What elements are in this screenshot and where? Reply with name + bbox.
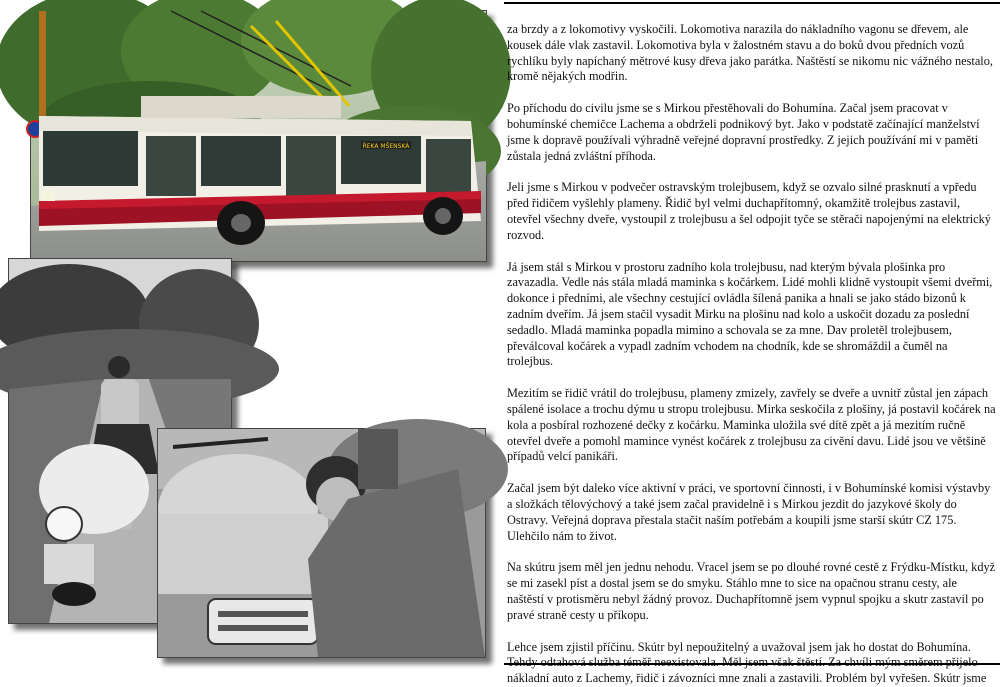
paragraph: Jeli jsme s Mirkou v podvečer ostravským trolejbusem, když se ozvalo silné prasknutí a vpředu před řidičem vyšlehly plameny. Řidič byl velmi duchapřítomný, okamžitě trolejbus zastavil, otevřel všechny dveře, vystoupil z trolejbusu a šel odpojit tyče se stěrači napojenými na elektrický rozvod. <box>507 180 991 242</box>
bottom-divider <box>504 663 1000 665</box>
man-scooter-photo <box>157 428 486 658</box>
photo-column <box>0 0 495 670</box>
trolleybus-destination-sign: ŘEKA MŠENSKÁ <box>362 143 410 150</box>
paragraph: Mezitím se řidič vrátil do trolejbusu, plameny zmizely, zavřely se dveře a uvnitř zůstal jen zápach spálené isolace a trochu dýmu u stropu trolejbusu. Mirka seskočila z plošiny, já postavil kočárek na kola a posbíral rozhozené dečky z kočárku. Maminka uložila své dítě zpět a já mezitím ručně otevřel dveře a pomohl mamince vynést kočárek z trolejbusu za civění davu. Lidé jsou ve většině případů velcí panikáři. <box>507 386 996 464</box>
top-divider <box>504 2 1000 4</box>
paragraph: Já jsem stál s Mirkou v prostoru zadního kola trolejbusu, nad kterým bývala plošinka pro zavazadla. Vedle nás stála mladá maminka s kočárkem. Lidé mohli klidně vystoupit všemi dveřmi, dokonce i předními, ale všechny cestující ovládla šílená panika a hnali se jako stádo bizonů k zadním dveřím. Já jsem stačil vysadit Mirku na plošinu nad kolo a uskočit dozadu za poslední sedadlo. Mladá maminka popadla mimino a schovala se za mne. Dav proletěl trolejbusem, převálcoval kočárek a vypadl zadním vchodem na chodník, kde se shromáždil a čuměl na trolejbus. <box>507 259 993 369</box>
article-text <box>507 22 996 686</box>
paragraph: Začal jsem být daleko více aktivní v práci, ve sportovní činnosti, i v Bohumínské komisi výstavby a složkách tělovýchový a také jsem začal pravidelně i s Mirkou jezdit do jazykové školy do Ostravy. Veřejná doprava přestala stačit naším potřebám a koupili jsme starší skútr CZ 175. Ulehčilo nám to život. <box>507 481 991 543</box>
paragraph: Po příchodu do civilu jsme se s Mirkou přestěhovali do Bohumína. Začal jsem pracovat v bohumínské chemičce Lachema a obdrželi podnikový byt. Jako v podstatě začínající manželství jsme k dopravě používali výhradně veřejné dopravní prostředky. Z jejich používání mi v paměti zůstala jedná zvláštní příhoda. <box>507 101 980 163</box>
trolleybus-photo <box>30 10 487 262</box>
paragraph: Lehce jsem zjistil příčinu. Skútr byl nepoužitelný a uvažoval jsem jak ho dostat do Bohumína. Tehdy odtahová služba téměř neexistovala. Měl jsem však štěstí. Za chvíli mým směrem přijelo nákladní auto z Lachemy, řidič i závozníci mne znali a zastavili. Problém byl vyřešen. Skútr jsme <box>507 639 987 686</box>
paragraph: za brzdy a z lokomotivy vyskočili. Lokomotiva narazila do nákladního vagonu se dřevem, ale kousek dále vlak zastavil. Lokomotiva byla v žalostném stavu a do boků dvou předních vozů rychlíku byly napíchaný mětrové kusy dřeva jako parátka. Naštěstí se nikomu nic vážného nestalo, kromě nějakých modřin. <box>507 22 993 84</box>
paragraph: Na skútru jsem měl jen jednu nehodu. Vracel jsem se po dlouhé rovné cestě z Frýdku-Místku, když se mi zasekl píst a dostal jsem se do smyku. Stáhlo mne to sice na opačnou stranu cesty, ale naštěstí v protisměru nebyl žádný provoz. Duchapřítomně jsem vypnul spojku a skutr zastavil po pravé straně cesty u příkopu. <box>507 560 996 622</box>
